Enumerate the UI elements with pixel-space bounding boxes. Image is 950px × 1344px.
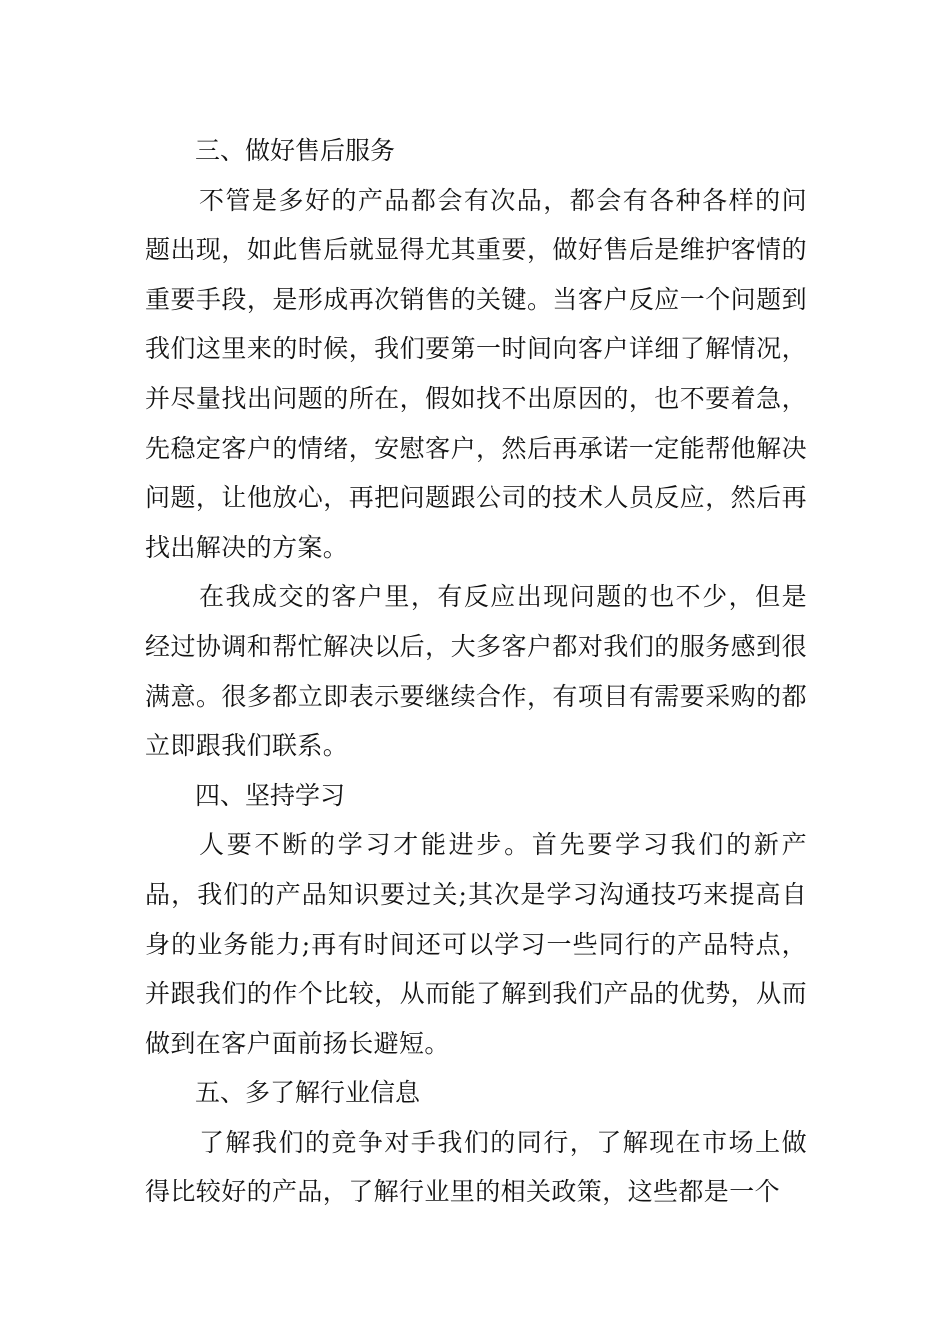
- paragraph-industry-info-1: 了解我们的竞争对手我们的同行，了解现在市场上做得比较好的产品，了解行业里的相关政策，这些都是一个: [145, 1127, 807, 1207]
- document-body: [145, 126, 807, 1217]
- section-heading-keep-learning: 四、坚持学习: [195, 780, 346, 810]
- paragraph-keep-learning-1: 人要不断的学习才能进步。首先要学习我们的新产品，我们的产品知识要过关;其次是学习沟通技巧来提高自身的业务能力;再有时间还可以学习一些同行的产品特点，并跟我们的作个比较，从而能了解到我们产品的优势，从而做到在客户面前扬长避短。: [145, 830, 807, 1058]
- section-heading-industry-info: 五、多了解行业信息: [195, 1078, 421, 1108]
- paragraph-after-sales-2: 在我成交的客户里，有反应出现问题的也不少，但是经过协调和帮忙解决以后，大多客户都对我们的服务感到很满意。很多都立即表示要继续合作，有项目有需要采购的都立即跟我们联系。: [145, 582, 807, 761]
- section-heading-after-sales: 三、做好售后服务: [195, 136, 396, 165]
- paragraph-after-sales-1: 不管是多好的产品都会有次品，都会有各种各样的问题出现，如此售后就显得尤其重要，做好售后是维护客情的重要手段，是形成再次销售的关键。当客户反应一个问题到我们这里来的时候，我们要第一时间向客户详细了解情况，并尽量找出问题的所在，假如找不出原因的，也不要着急，先稳定客户的情绪，安慰客户，然后再承诺一定能帮他解决问题，让他放心，再把问题跟公司的技术人员反应，然后再找出解决的方案。: [145, 185, 807, 562]
